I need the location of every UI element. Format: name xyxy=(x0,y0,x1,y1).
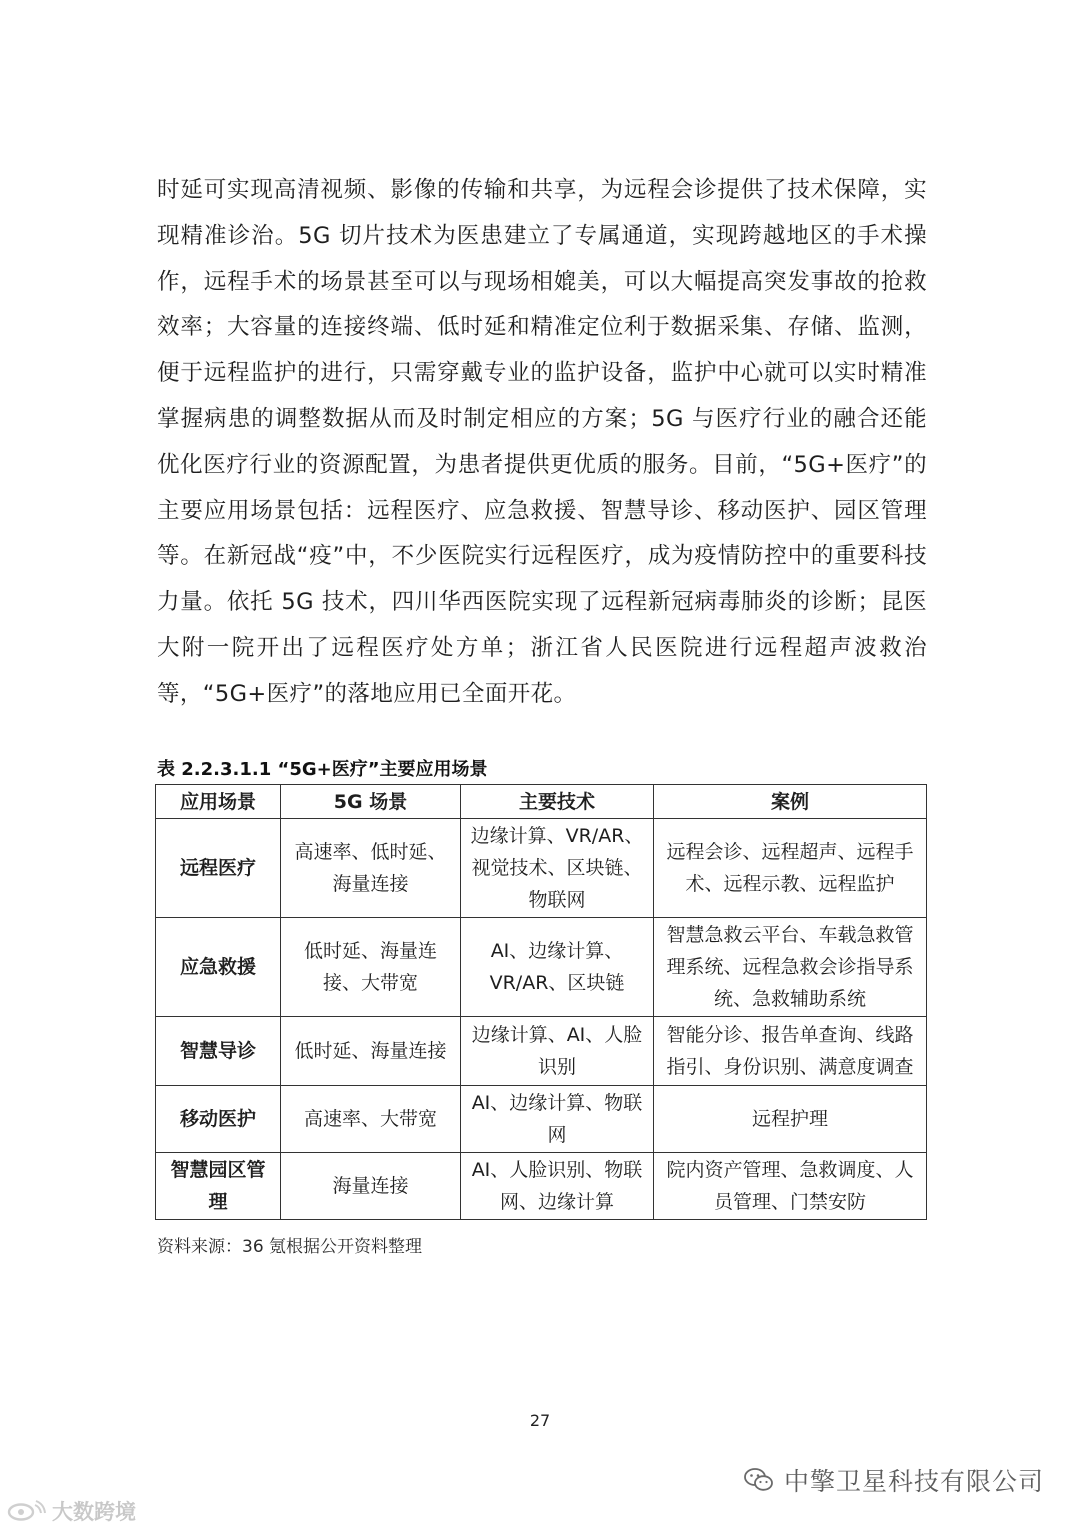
header-cell-5g-scenario: 5G 场景 xyxy=(281,785,461,819)
scenario-cell: 远程医疗 xyxy=(156,819,281,918)
5g-scenario-cell: 低时延、海量连接、大带宽 xyxy=(281,918,461,1017)
table-row xyxy=(156,819,927,918)
table-caption: 表 2.2.3.1.1 “5G+医疗”主要应用场景 xyxy=(157,759,488,780)
header-cell-scenario: 应用场景 xyxy=(156,785,281,819)
technology-cell: 边缘计算、VR/AR、视觉技术、区块链、物联网 xyxy=(461,819,654,918)
table-row xyxy=(156,1153,927,1220)
table-row xyxy=(156,918,927,1017)
technology-cell: AI、边缘计算、物联网 xyxy=(461,1086,654,1153)
cases-cell: 远程会诊、远程超声、远程手术、远程示教、远程监护 xyxy=(654,819,927,918)
table-row xyxy=(156,1086,927,1153)
technology-cell: 边缘计算、AI、人脸识别 xyxy=(461,1017,654,1086)
page-number: 27 xyxy=(529,1411,551,1430)
weibo-eye-logo-icon xyxy=(6,1500,46,1522)
scenario-cell: 应急救援 xyxy=(156,918,281,1017)
wechat-icon xyxy=(744,1467,774,1493)
header-cell-cases: 案例 xyxy=(654,785,927,819)
scenario-cell: 智慧园区管理 xyxy=(156,1153,281,1220)
site-name: 大数跨境 xyxy=(52,1500,136,1524)
wechat-account-watermark xyxy=(744,1462,1044,1498)
cases-cell: 院内资产管理、急救调度、人员管理、门禁安防 xyxy=(654,1153,927,1220)
header-cell-technology: 主要技术 xyxy=(461,785,654,819)
application-scenarios-table xyxy=(155,784,927,1220)
body-paragraph: 时延可实现高清视频、影像的传输和共享，为远程会诊提供了技术保障，实现精准诊治。5G 切片技术为医患建立了专属通道，实现跨越地区的手术操作，远程手术的场景甚至可以与现场相媲美，可以大幅提高突发事故的抢救效率；大容量的连接终端、低时延和精准定位利于数据采集、存储、监测，便于远程监护的进行，只需穿戴专业的监护设备，监护中心就可以实时精准掌握病患的调整数据从而及时制定相应的方案；5G 与医疗行业的融合还能优化医疗行业的资源配置，为患者提供更优质的服务。目前，“5G+医疗”的主要应用场景包括：远程医疗、应急救援、智慧导诊、移动医护、园区管理等。在新冠战“疫”中，不少医院实行远程医疗，成为疫情防控中的重要科技力量。依托 5G 技术，四川华西医院实现了远程新冠病毒肺炎的诊断；昆医大附一院开出了远程医疗处方单；浙江省人民医院进行远程超声波救治等，“5G+医疗”的落地应用已全面开花。 xyxy=(157,177,927,707)
source-note: 资料来源：36 氪根据公开资料整理 xyxy=(157,1237,423,1257)
site-watermark xyxy=(6,1496,136,1526)
table-header-row xyxy=(156,785,927,819)
5g-scenario-cell: 海量连接 xyxy=(281,1153,461,1220)
cases-cell: 智慧急救云平台、车载急救管理系统、远程急救会诊指导系统、急救辅助系统 xyxy=(654,918,927,1017)
scenario-cell: 智慧导诊 xyxy=(156,1017,281,1086)
cases-cell: 智能分诊、报告单查询、线路指引、身份识别、满意度调查 xyxy=(654,1017,927,1086)
cases-cell: 远程护理 xyxy=(654,1086,927,1153)
5g-scenario-cell: 高速率、大带宽 xyxy=(281,1086,461,1153)
technology-cell: AI、边缘计算、VR/AR、区块链 xyxy=(461,918,654,1017)
wechat-account-name: 中擎卫星科技有限公司 xyxy=(783,1467,1044,1496)
table-row xyxy=(156,1017,927,1086)
5g-scenario-cell: 高速率、低时延、海量连接 xyxy=(281,819,461,918)
technology-cell: AI、人脸识别、物联网、边缘计算 xyxy=(461,1153,654,1220)
scenario-cell: 移动医护 xyxy=(156,1086,281,1153)
5g-scenario-cell: 低时延、海量连接 xyxy=(281,1017,461,1086)
